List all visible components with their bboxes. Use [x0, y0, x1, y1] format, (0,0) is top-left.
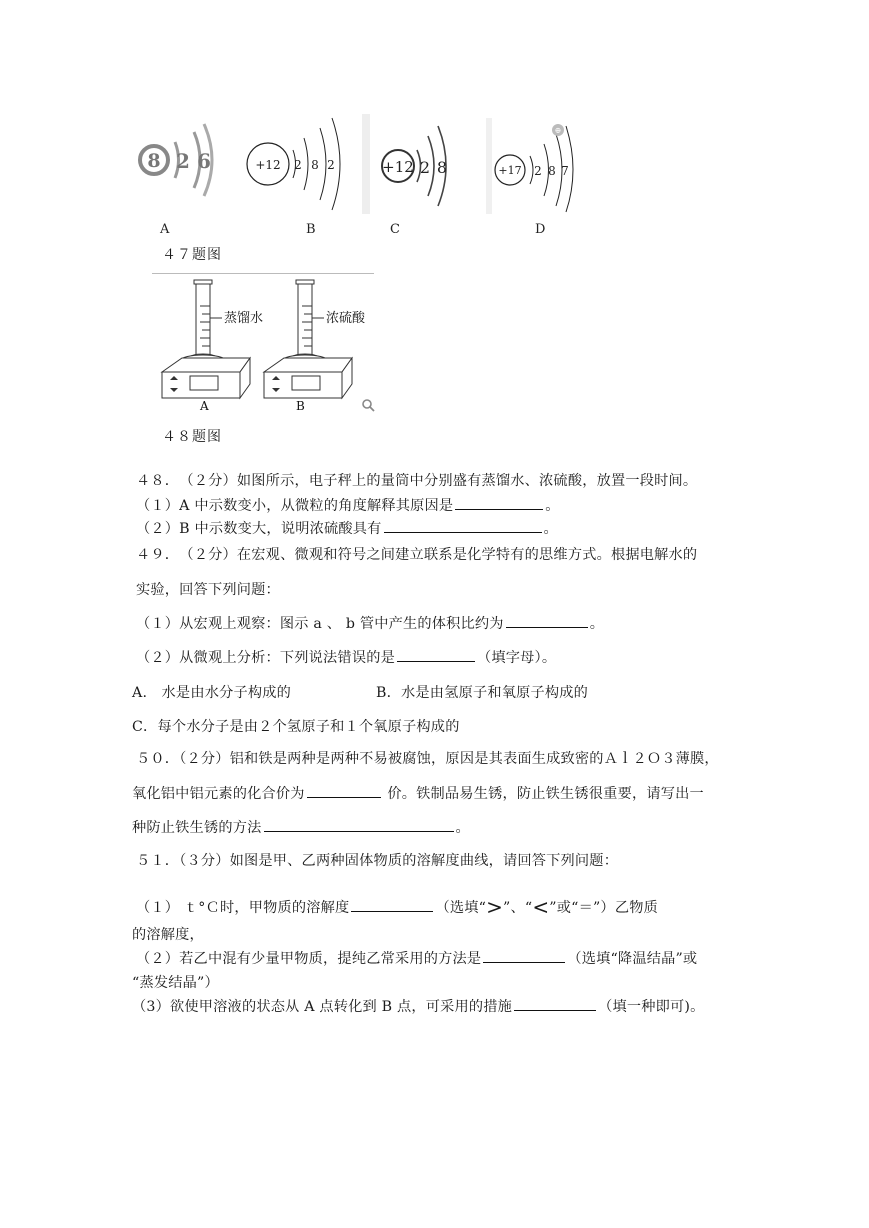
option-letter-c: C [390, 222, 400, 237]
answer-blank-q51-1[interactable] [351, 897, 433, 912]
q49-part2: （２）从微观上分析：下列说法错误的是 （填字母）。 [136, 647, 556, 667]
scale-a [162, 280, 250, 398]
atom-d-shell-3: 7 [561, 164, 569, 178]
q50-part2: 种防止铁生锈的方法 。 [132, 817, 470, 837]
option-letter-d: D [535, 222, 546, 237]
atom-diagram-d [486, 118, 582, 214]
q51-part3: （3）欲使甲溶液的状态从 A 点转化到 B 点，可采用的措施 （填一种即可)。 [132, 996, 705, 1016]
atom-b-shell-2: 8 [311, 158, 319, 172]
atom-diagram-b [240, 114, 352, 214]
atom-diagram-c [362, 114, 462, 214]
atom-c-shell-2: 8 [436, 158, 448, 177]
q49-option-c: C．每个水分子是由２个氢原子和１个氧原子构成的 [132, 719, 460, 735]
q49-stem: ４９． （２分）在宏观、微观和符号之间建立联系是化学特有的思维方式。根据电解水的 [136, 547, 698, 563]
scale-b [264, 280, 352, 398]
q48-stem: ４８． （２分）如图所示，电子秤上的量筒中分别盛有蒸馏水、浓硫酸，放置一段时间。 [136, 473, 698, 489]
answer-blank-q51-3[interactable] [514, 996, 596, 1011]
option-letter-b: B [306, 222, 316, 237]
q48-label-left: 蒸馏水 [224, 311, 264, 326]
figure-divider [152, 273, 374, 274]
atom-b-shell-1: 2 [294, 158, 302, 172]
atom-a-shell-2: 6 [197, 149, 211, 173]
atom-diagram-a [132, 120, 222, 200]
q49-option-a: A. 水是由水分子构成的 [132, 685, 292, 701]
q51-part1: （１） ｔ°Ｃ时，甲物质的溶解度 （选填“>”、“<”或“＝”）乙物质 [136, 895, 658, 919]
svg-text:⊕: ⊕ [554, 126, 562, 135]
q47-figure [130, 108, 590, 238]
atom-c-shell-1: 2 [419, 158, 431, 177]
atom-b-nucleus: +12 [255, 158, 281, 172]
atom-a-nucleus: 8 [147, 150, 161, 172]
q50-stem: ５０．（２分）铝和铁是两种是两种不易被腐蚀，原因是其表面生成致密的Ａｌ２Ｏ３薄膜， [136, 751, 719, 767]
q51-part2-cont: “蒸发结晶”） [132, 975, 219, 991]
q48-label-right: 浓硫酸 [326, 311, 366, 326]
q49-stem-cont: 实验，回答下列问题： [136, 582, 280, 598]
q49-option-b: B．水是由氢原子和氧原子构成的 [376, 685, 589, 701]
scale-letter-b: B [296, 399, 305, 413]
q48-caption: ４８题图 [162, 429, 222, 445]
atom-d-shell-1: 2 [534, 164, 542, 178]
q48-part2: （２）B 中示数变大，说明浓硫酸具有 。 [136, 518, 558, 538]
answer-blank-q49-2[interactable] [397, 647, 475, 662]
q48-figure [152, 276, 382, 420]
answer-blank-q51-2[interactable] [483, 948, 565, 963]
atom-c-nucleus: +12 [382, 158, 414, 176]
atom-d-nucleus: +17 [498, 164, 522, 177]
answer-blank-q48-2[interactable] [384, 518, 542, 533]
q50-part1: 氧化铝中铝元素的化合价为 价。铁制品易生锈，防止铁生锈很重要，请写出一 [132, 783, 704, 803]
q51-stem: ５１．（３分）如图是甲、乙两种固体物质的溶解度曲线，请回答下列问题： [136, 853, 619, 869]
option-letter-a: A [160, 222, 170, 237]
q47-caption: ４７题图 [162, 247, 222, 263]
q51-part2: （２）若乙中混有少量甲物质，提纯乙常采用的方法是 （选填“降温结晶”或 [136, 948, 697, 968]
answer-blank-q50-1[interactable] [307, 783, 381, 798]
atom-b-shell-3: 2 [327, 158, 335, 172]
scale-letter-a: A [200, 399, 209, 413]
q49-part1: （１）从宏观上观察：图示 a 、 b 管中产生的体积比约为 。 [136, 613, 604, 633]
zoom-icon[interactable] [363, 400, 374, 411]
atom-a-shell-1: 2 [176, 149, 190, 173]
q51-part1-cont: 的溶解度， [132, 927, 204, 943]
answer-blank-q50-2[interactable] [264, 817, 454, 832]
atom-d-shell-2: 8 [548, 164, 556, 178]
q48-part1: （１）A 中示数变小，从微粒的角度解释其原因是 。 [136, 495, 560, 515]
answer-blank-q48-1[interactable] [455, 495, 543, 510]
answer-blank-q49-1[interactable] [506, 613, 588, 628]
